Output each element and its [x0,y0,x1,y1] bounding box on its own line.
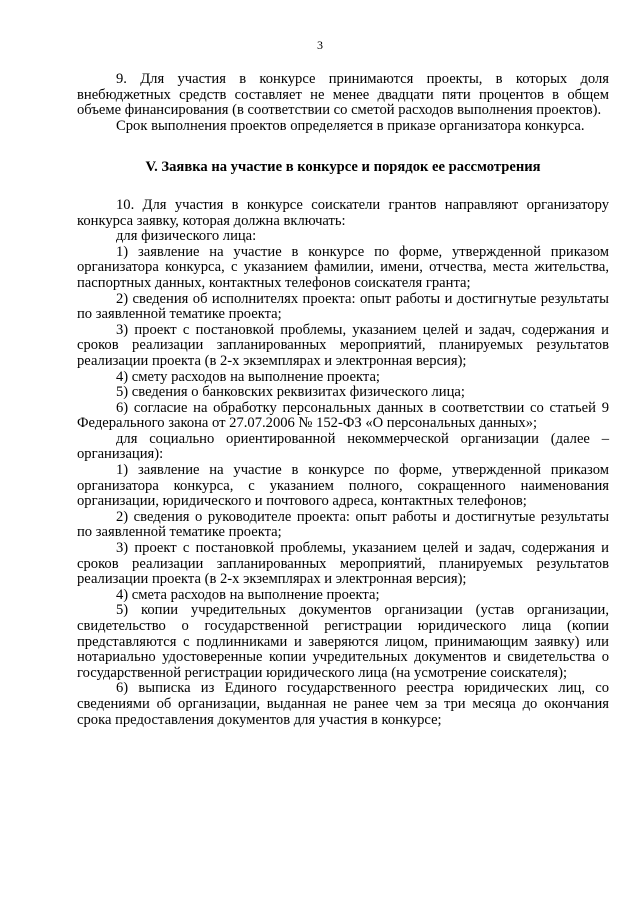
list-item: 2) сведения об исполнителях проекта: опыт работы и достигнутые результаты по заявленной тематике проекта; [77,290,609,323]
list-item: 1) заявление на участие в конкурсе по форме, утвержденной приказом организатора конкурса, с указанием полного, сокращенного наименования организации, юридического и почтового адреса, контактных телефонов; [77,462,609,510]
list-item: 1) заявление на участие в конкурсе по форме, утвержденной приказом организатора конкурса, с указанием фамилии, имени, отчества, места жительства, паспортных данных, контактных телефонов соискателя гранта; [77,243,609,291]
list-item: 5) копии учредительных документов организации (устав организации, свидетельство о государственной регистрации юридического лица (копии представляются с подлинниками и заверяются лицом, принимающим заявку) или нотариально удостоверенные копии учредительных документов и свидетельства о государственной регистрации юридического лица (на усмотрение соискателя); [77,602,609,681]
section-heading: V. Заявка на участие в конкурсе и порядок ее рассмотрения [145,159,541,176]
document-body [77,72,609,728]
list-item: 4) смету расходов на выполнение проекта; [116,368,380,385]
page-number: 3 [317,38,323,52]
list-item: 2) сведения о руководителе проекта: опыт работы и достигнутые результаты по заявленной тематике проекта; [77,508,609,541]
list-item: 5) сведения о банковских реквизитах физического лица; [116,384,465,401]
list-item: 6) выписка из Единого государственного реестра юридических лиц, со сведениями об организации, выданная не ранее чем за три месяца до окончания срока предоставления документов для участия в конкурсе; [77,680,609,728]
paragraph-10: 10. Для участия в конкурсе соискатели грантов направляют организатору конкурса заявку, которая должна включать: [77,196,609,229]
individual-subheading: для физического лица: [116,228,257,245]
list-item: 3) проект с постановкой проблемы, указанием целей и задач, содержания и сроков реализации запланированных мероприятий, планируемых результатов реализации проекта (в 2-х экземплярах и электронная версия); [77,540,609,588]
paragraph-9: 9. Для участия в конкурсе принимаются проекты, в которых доля внебюджетных средств составляет не менее двадцати пяти процентов в общем объеме финансирования (в соответствии со сметой расходов выполнения проектов). [77,71,609,119]
list-item: 3) проект с постановкой проблемы, указанием целей и задач, содержания и сроков реализации запланированных мероприятий, планируемых результатов реализации проекта (в 2-х экземплярах и электронная версия); [77,321,609,369]
paragraph-deadline: Срок выполнения проектов определяется в приказе организатора конкурса. [116,117,585,134]
organization-subheading: для социально ориентированной некоммерческой организации (далее – организация): [77,430,609,463]
list-item: 4) смета расходов на выполнение проекта; [116,586,380,603]
list-item: 6) согласие на обработку персональных данных в соответствии со статьей 9 Федерального закона от 27.07.2006 № 152-ФЗ «О персональных данных»; [77,399,609,432]
